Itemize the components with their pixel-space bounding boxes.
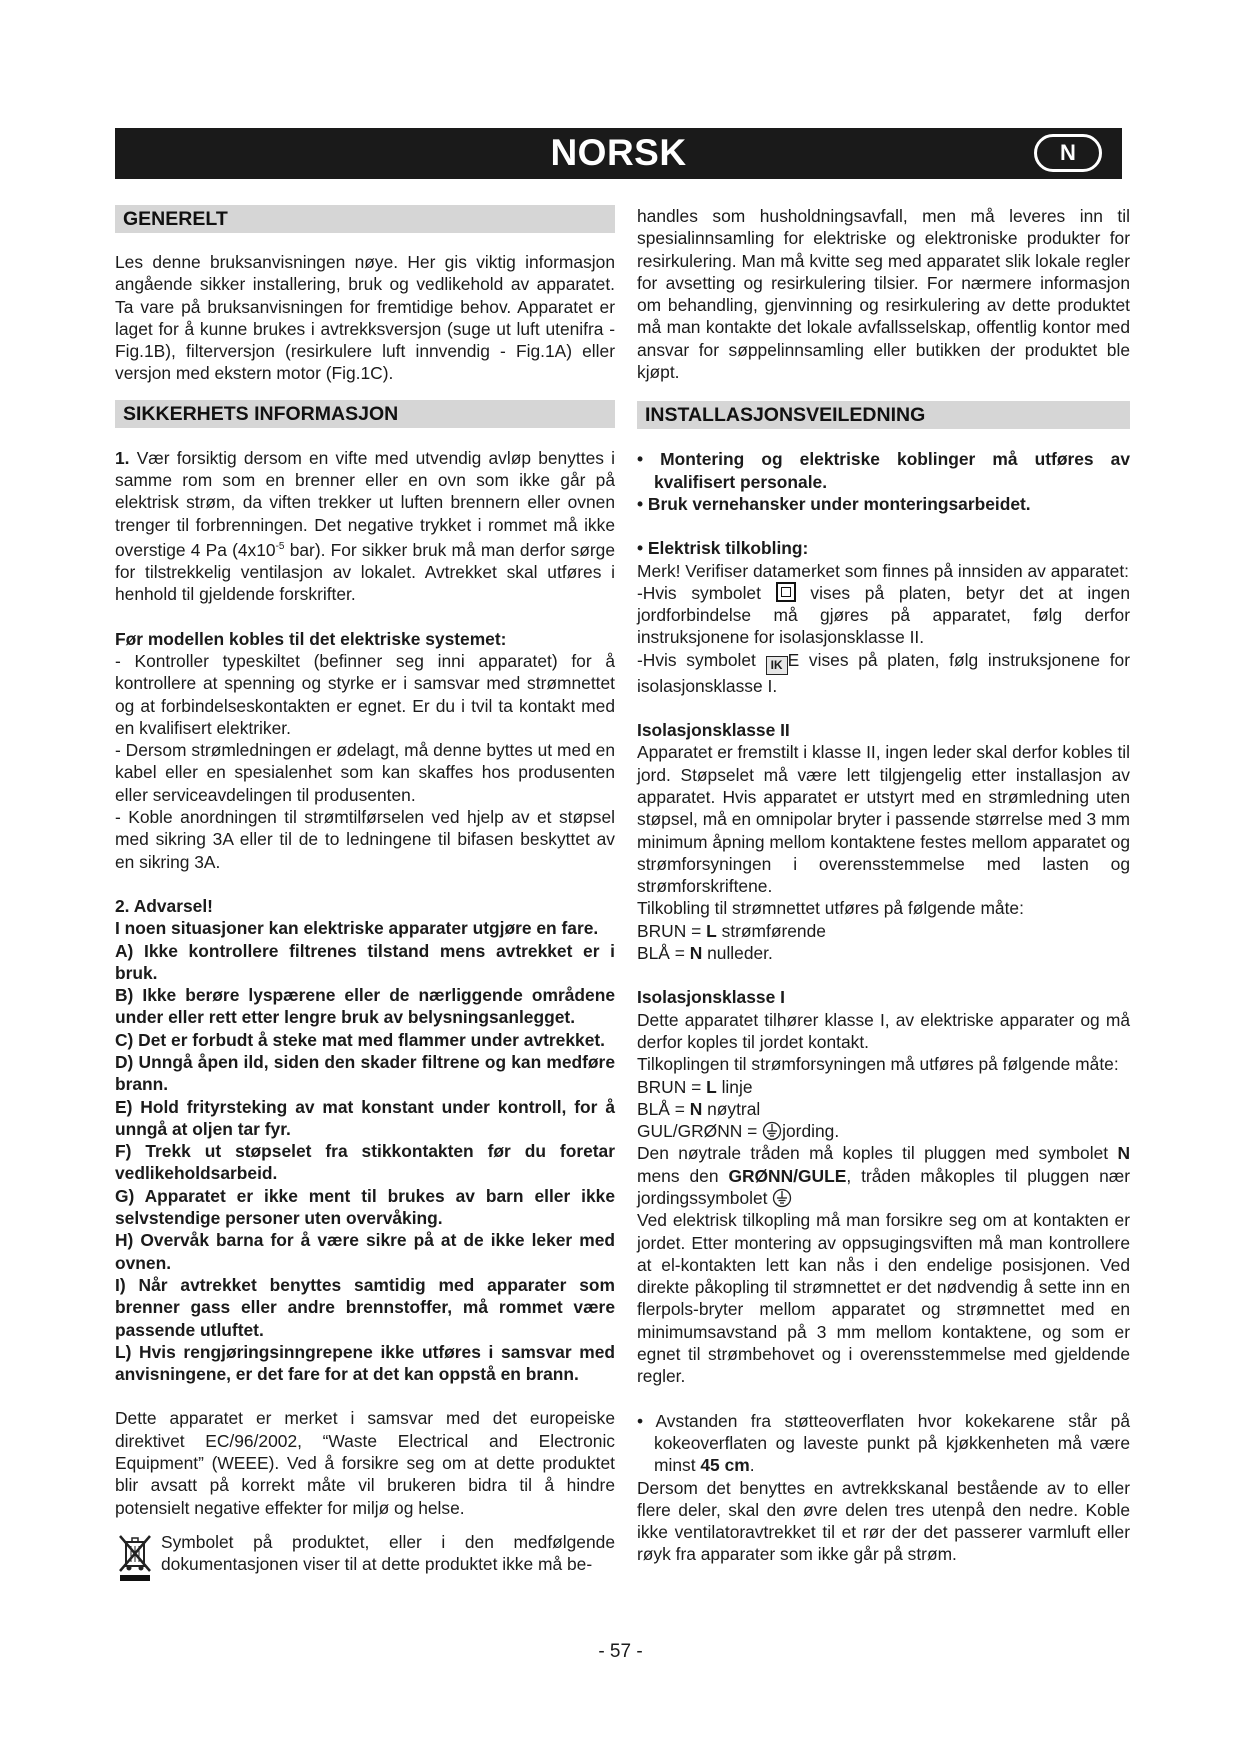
iso1-heading: Isolasjonsklasse I [637, 987, 785, 1008]
electric-symbol-class2: -Hvis symbolet vises på platen, betyr det at ingen jordforbindelse må gjøres på apparatet, følg derfor instruksjonene for isolasjonsklasse II. [637, 582, 1130, 648]
right-column [637, 205, 1130, 1566]
generelt-paragraph: Les denne bruksanvisningen nøye. Her gis viktig informasjon angående sikker installering, bruk og vedlikehold av apparatet. Ta vare på bruksanvisningen for fremtidige behov. Apparatet er laget for å kunne brukes i avtrekksversjon (suge ut luft utenifra - Fig.1B), filterversjon (resirkulere luft innvendig - Fig.1A) eller versjon med ekstern motor (Fig.1C). [115, 252, 615, 384]
warning-c: C) Det er forbudt å steke mat med flammer under avtrekket. [115, 1029, 605, 1050]
iso1-connection: Tilkoplingen til strømforsyningen må utføres på følgende måte: [637, 1054, 1119, 1075]
item-number: 1. [115, 447, 130, 468]
safety-item-1: 1. Vær forsiktig dersom en vifte med utvendig avløp benyttes i samme rom som en brenner eller en ovn som ikke går på elektrisk strøm, da viften trekker ut luften brennern eller ovnen trenger til forbrenningen. Det negative trykket i rommet må ikke overstige 4 Pa ($4x10^{-5}$ bar). For sikker bruk må man derfor sørge for tilstrekkelig ventilasjon av lokalet. Avtrekket skal utføres i henhold til gjeldende forskrifter. [115, 447, 615, 605]
crossed-bin-icon [115, 1533, 155, 1583]
earth-symbol-icon [772, 1188, 792, 1208]
warning-a: A) Ikke kontrollere filtrenes tilstand mens avtrekket er i bruk. [115, 940, 615, 983]
weee-continuation: handles som husholdningsavfall, men må leveres inn til spesialinnsamling for elektriske og elektroniske produkter for resirkulering. Man må kvitte seg med apparatet slik lokale regler for avsetting og resirkulering tilsier. For nærmere informasjon om behandling, gjenvinning og resirkulering av dette produktet må man kontakte det lokale avfallsselskap, offentlig kontor med ansvar for søppelinnsamling eller butikken der produktet ble kjøpt. [637, 206, 1130, 383]
warning-e: E) Hold frityrsteking av mat konstant under kontroll, for å unngå at oljen tar fyr. [115, 1096, 615, 1139]
iso1-earth: GUL/GRØNN = jording. [637, 1121, 840, 1142]
before-connect-para-1: - Kontroller typeskiltet (befinner seg inni apparatet) for å kontrollere at spenning og styrke er i samsvar med strømnettet og at forbindelseskontakten er egnet. Er du i tvil ta kontakt med en kvalifisert elektriker. [115, 650, 615, 738]
warning-l: L) Hvis rengjøringsinngrepene ikke utføres i samsvar med anvisningene, er det fare for at det kan oppstå en brann. [115, 1341, 615, 1385]
iso2-paragraph: Apparatet er fremstilt i klasse II, ingen leder skal derfor kobles til jord. Støpselet må være lett tilgjengelig etter installasjon av apparatet. Hvis apparatet er utstyrt med en strømledning uten støpsel, må en omnipolar bryter i passende størrelse med 3 mm minimum åpning mellom kontaktene festes mellom apparatet og strømforsyningen i overensstemmelse med lasten og strømforskriftene. [637, 742, 1130, 897]
left-column [115, 205, 615, 1583]
warning-d: D) Unngå åpen ild, siden den skader filtrene og kan medføre brann. [115, 1052, 615, 1095]
iso2-blue: BLÅ = N nulleder. [637, 943, 773, 964]
warning-heading: 2. Advarsel! [115, 895, 213, 916]
iso1-paragraph: Dette apparatet tilhører klasse I, av elektriske apparater og må derfor koples til jordet kontakt. [637, 1009, 1130, 1052]
double-square-icon [776, 582, 796, 602]
electric-heading: • Elektrisk tilkobling: [637, 538, 809, 559]
iso1-brown: BRUN = L linje [637, 1076, 753, 1097]
warning-b: B) Ikke berøre lyspærene eller de nærliggende områdene under eller rett etter lengre bruk av belysningsanlegget. [115, 985, 615, 1028]
warning-g: G) Apparatet er ikke ment til brukes av barn eller ikke selvstendige personer uten overvåking. [115, 1185, 615, 1229]
electric-note: Merk! Verifiser datamerket som finnes på innsiden av apparatet: [637, 560, 1130, 581]
language-badge: N [1034, 134, 1102, 172]
earth-symbol-icon [762, 1121, 782, 1141]
distance-bullet: • Avstanden fra støtteoverflaten hvor kokekarene står på kokeoverflaten og laveste punkt på kjøkkenheten må være minst 45 cm. [637, 1410, 1130, 1476]
iso1-grounding-note: Ved elektrisk tilkopling må man forsikre seg om at kontakten er jordet. Etter montering av oppsugingsviften må man kontrollere at el-kontakten lett kan nås i den endelige posisjonen. Ved direkte påkopling til strømnettet er det nødvendig å sette inn en flerpols-bryter mellom apparatet og strømnettet med en minimumsavstand på 3 mm mellom kontaktene, og som er egnet til strømbehovet og i overensstemmelse med gjeldende regler. [637, 1210, 1130, 1387]
warning-f: F) Trekk ut støpselet fra stikkontakten før du foretar vedlikeholdsarbeid. [115, 1141, 615, 1184]
install-bullet-2: • Bruk vernehansker under monteringsarbeidet. [637, 493, 1031, 514]
before-connect-para-2: - Dersom strømledningen er ødelagt, må denne byttes ut med en kabel eller en spesialenhet som kan skaffes hos produsenten eller serviceavdelingen til produsenten. [115, 740, 615, 805]
iso2-brown: BRUN = L strømførende [637, 920, 826, 941]
iso2-connection: Tilkobling til strømnettet utføres på følgende måte: [637, 898, 1024, 919]
iso1-blue: BLÅ = N nøytral [637, 1098, 761, 1119]
language-banner [115, 128, 1122, 179]
install-bullet-1: • Montering og elektriske koblinger må utføres av kvalifisert personale. [637, 449, 1130, 492]
weee-symbol-text: Symbolet på produktet, eller i den medfølgende dokumentasjonen viser til at dette produktet ikke må be- [161, 1531, 615, 1575]
ikke-symbol-icon: IK [766, 656, 788, 675]
before-connect-heading: Før modellen kobles til det elektriske systemet: [115, 628, 507, 649]
section-heading-generelt: GENERELT [115, 205, 615, 233]
weee-paragraph: Dette apparatet er merket i samsvar med det europeiske direktivet EC/96/2002, “Waste Electrical and Electronic Equipment” (WEEE). Ved å forsikre seg om at dette produktet blir avsatt på korrekt måte vil brukeren bidra til å hindre potensielt negative effekter for miljø og helse. [115, 1408, 615, 1518]
duct-paragraph: Dersom det benyttes en avtrekkskanal bestående av to eller flere deler, skal den øvre delen tres utenpå den nedre. Koble ikke ventilatoravtrekket til et rør der det passerer varmluft eller røyk fra apparater som ikke går på strøm. [637, 1477, 1130, 1565]
warning-intro: I noen situasjoner kan elektriske apparater utgjøre en fare. [115, 918, 599, 939]
section-heading-sikkerhet: SIKKERHETS INFORMASJON [115, 400, 615, 428]
warning-h: H) Overvåk barna for å være sikre på at de ikke leker med ovnen. [115, 1230, 615, 1273]
section-heading-installasjon: INSTALLASJONSVEILEDNING [637, 401, 1130, 429]
page-title: NORSK [550, 132, 687, 173]
weee-symbol-row [115, 1531, 615, 1583]
page-number: - 57 - [598, 1641, 643, 1662]
iso1-neutral: Den nøytrale tråden må koples til pluggen med symbolet N mens den GRØNN/GULE, tråden måkoples til pluggen nær jordingssymbolet [637, 1143, 1130, 1208]
iso2-heading: Isolasjonsklasse II [637, 720, 790, 741]
before-connect-para-3: - Koble anordningen til strømtilførselen ved hjelp av et støpsel med sikring 3A eller til de to ledningene til bifasen beskyttet av en sikring 3A. [115, 807, 615, 872]
warning-i: I) Når avtrekket benyttes samtidig med apparater som brenner gass eller andre brennstoffer, må rommet være passende utluftet. [115, 1274, 615, 1340]
electric-symbol-class1: -Hvis symbolet IK E vises på platen, følg instruksjonene for isolasjonsklasse I. [637, 649, 1130, 696]
